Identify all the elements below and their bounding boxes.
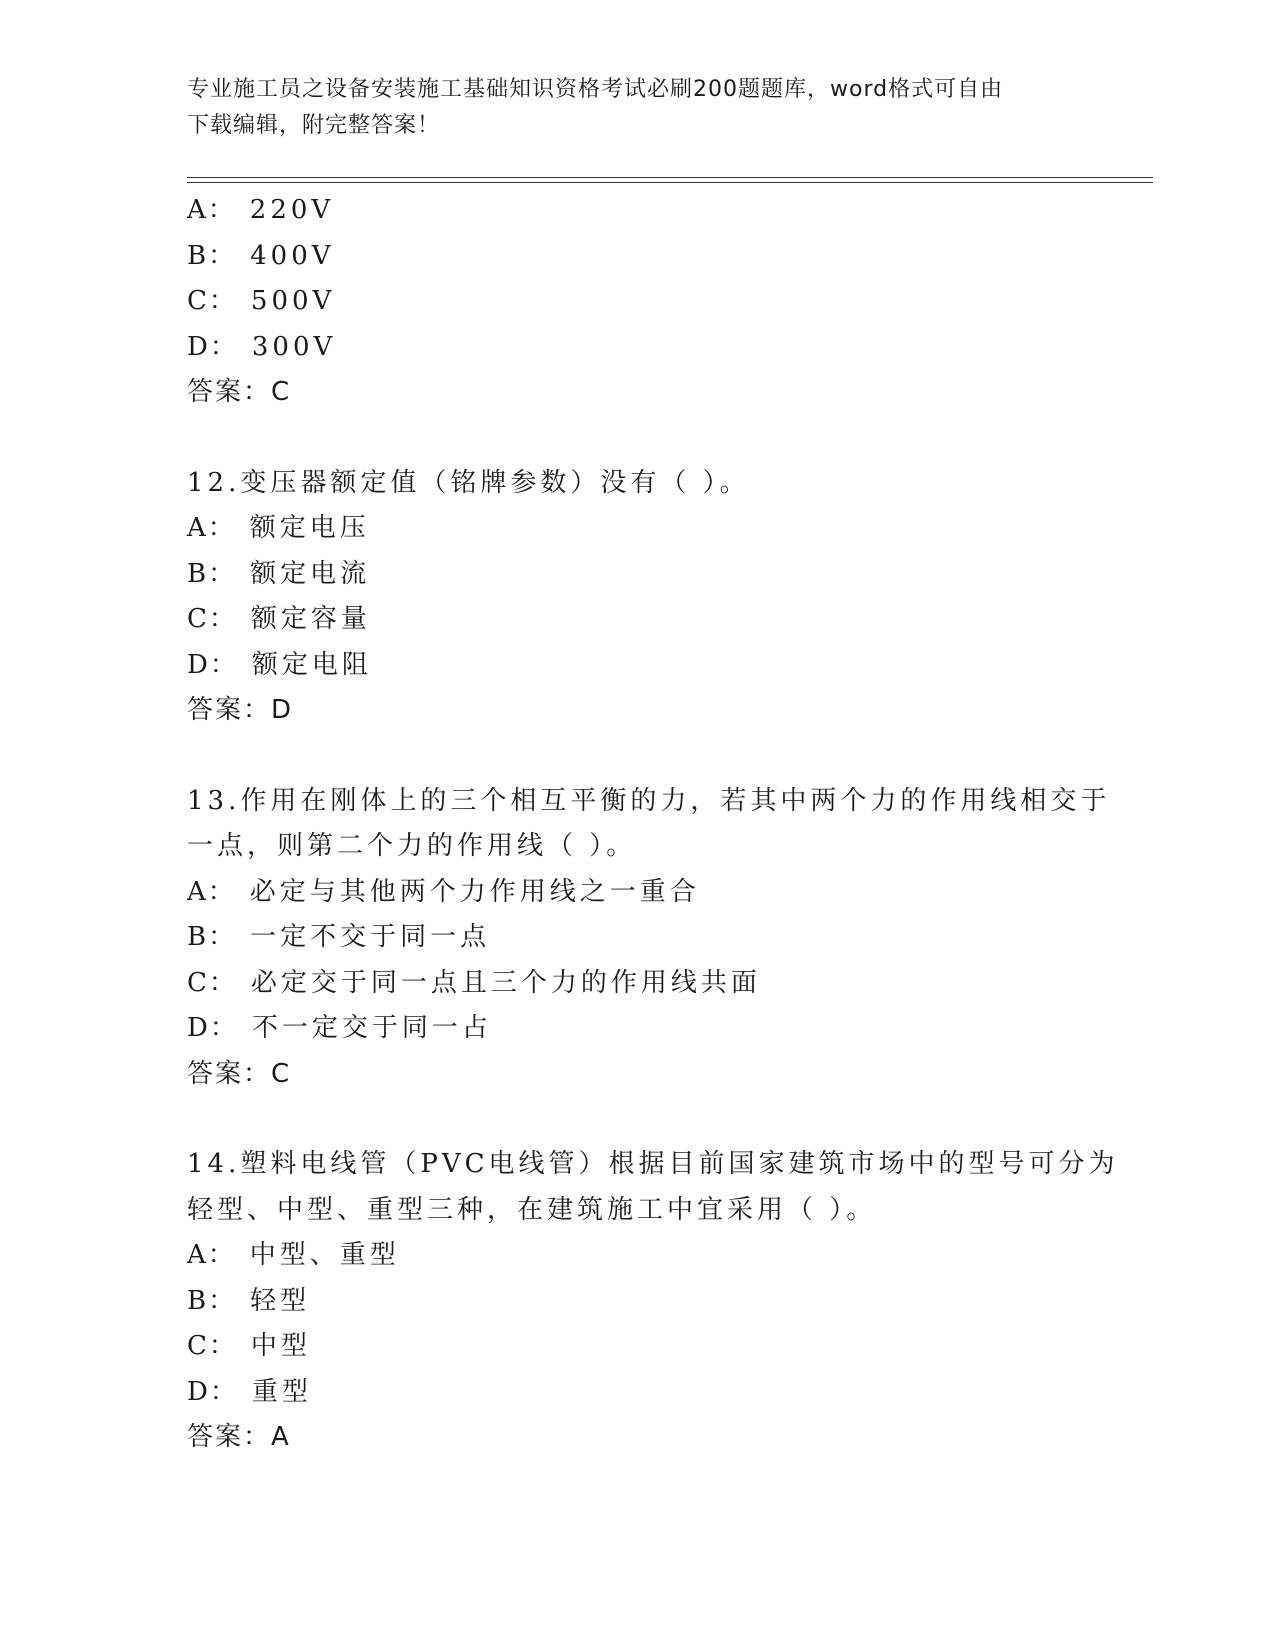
option-text: 额定电阻 [251, 649, 372, 680]
option-b [187, 915, 1087, 961]
option-text: 220V [249, 195, 335, 225]
answer-line: 答案：C [187, 1058, 292, 1089]
question-spacer [187, 1097, 1087, 1142]
option-key: A： [187, 876, 236, 907]
header-title-line-1: 专业施工员之设备安装施工基础知识资格考试必刷200题题库，word格式可自由 [187, 77, 1004, 102]
header-title-line-2: 下载编辑，附完整答案！ [187, 113, 441, 138]
option-a [187, 1233, 1087, 1279]
option-a [187, 188, 1087, 234]
option-text: 轻型 [250, 1285, 311, 1316]
question-spacer [187, 734, 1087, 779]
option-key: B： [187, 922, 237, 952]
option-b [187, 552, 1087, 598]
option-text: 必定与其他两个力作用线之一重合 [249, 876, 700, 907]
option-key: C： [187, 604, 237, 634]
option-key: B： [187, 1285, 237, 1316]
option-text: 额定电压 [249, 513, 370, 543]
question-stem: 14.塑料电线管（PVC电线管）根据目前国家建筑市场中的型号可分为 [187, 1149, 1119, 1179]
option-key: C： [187, 1331, 237, 1361]
option-d [187, 643, 1087, 689]
option-key: B： [187, 240, 237, 271]
answer-line: 答案：C [187, 377, 292, 407]
option-key: D： [187, 1013, 238, 1043]
option-key: C： [187, 967, 237, 998]
option-c [187, 961, 1087, 1007]
option-text: 500V [250, 286, 336, 316]
question-spacer [187, 416, 1087, 461]
header-rule-bottom [187, 182, 1153, 183]
option-text: 必定交于同一点且三个力的作用线共面 [250, 967, 761, 998]
option-text: 一定不交于同一点 [250, 922, 491, 952]
option-text: 中型、重型 [249, 1240, 400, 1270]
option-text: 额定容量 [250, 604, 371, 634]
option-c [187, 597, 1087, 643]
option-d [187, 1370, 1087, 1416]
option-key: C： [187, 286, 237, 316]
option-c [187, 1324, 1087, 1370]
option-key: B： [187, 558, 237, 589]
answer-line: 答案：A [187, 1422, 291, 1452]
option-key: A： [187, 513, 236, 543]
option-key: A： [187, 1240, 236, 1270]
question-12 [187, 461, 1087, 734]
header-rule-top [187, 177, 1153, 178]
question-stem: 12.变压器额定值（铭牌参数）没有（ ）。 [187, 467, 750, 498]
option-text: 额定电流 [250, 558, 371, 589]
option-d [187, 325, 1087, 371]
answer-line: 答案：D [187, 695, 294, 725]
question-11 [187, 188, 1087, 416]
option-text: 中型 [250, 1331, 311, 1361]
question-stem-continued: 轻型、中型、重型三种，在建筑施工中宜采用（ ）。 [187, 1194, 877, 1225]
question-14 [187, 1142, 1119, 1461]
question-13 [187, 779, 1111, 1098]
option-b [187, 234, 1087, 280]
option-text: 不一定交于同一占 [251, 1013, 492, 1043]
option-text: 300V [251, 331, 337, 362]
option-a [187, 870, 1087, 916]
question-stem-continued: 一点，则第二个力的作用线（ ）。 [187, 831, 637, 861]
question-list [187, 188, 1119, 1461]
option-text: 重型 [251, 1376, 312, 1407]
option-key: D： [187, 649, 238, 680]
option-c [187, 279, 1087, 325]
option-key: D： [187, 331, 238, 362]
option-d [187, 1006, 1087, 1052]
option-key: D： [187, 1376, 238, 1407]
option-b [187, 1279, 1087, 1325]
question-stem: 13.作用在刚体上的三个相互平衡的力，若其中两个力的作用线相交于 [187, 785, 1111, 816]
option-a [187, 506, 1087, 552]
option-text: 400V [250, 240, 335, 271]
document-header [187, 72, 1067, 144]
option-key: A： [187, 195, 236, 225]
